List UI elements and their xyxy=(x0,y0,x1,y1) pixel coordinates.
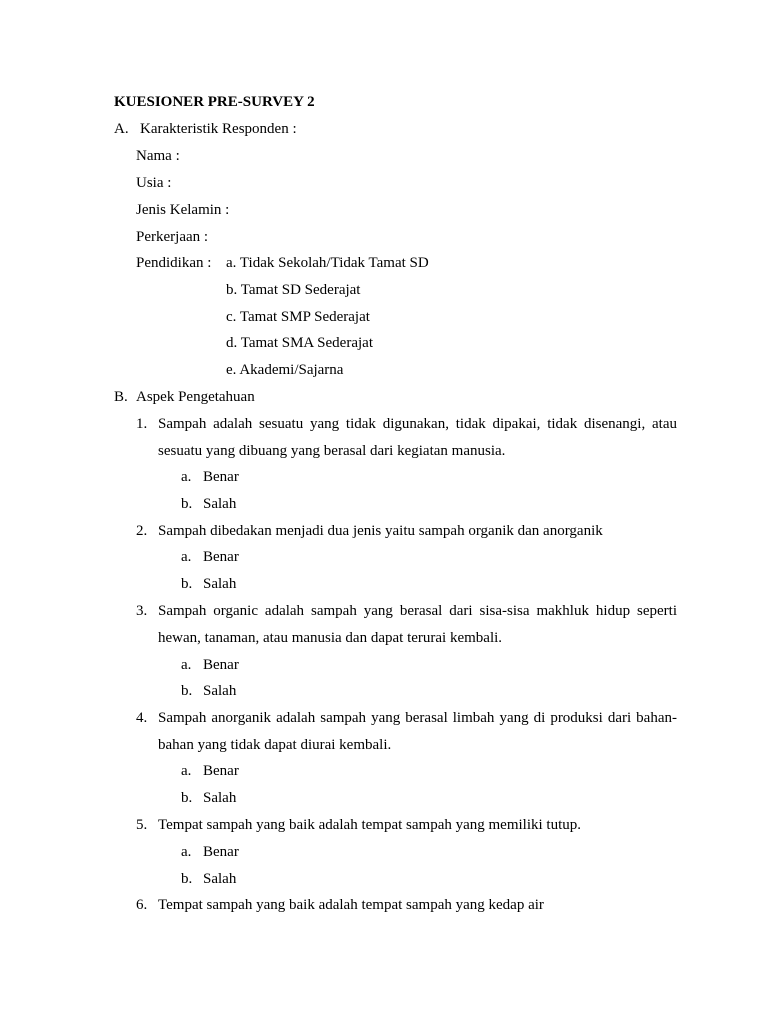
question-number: 5. xyxy=(136,817,148,833)
question-text: sesuatu yang dibuang yang berasal dari kegiatan manusia. xyxy=(158,443,506,459)
field-perkerjaan-label: Perkerjaan : xyxy=(136,229,209,245)
question-text: Sampah organic adalah sampah yang berasal dari sisa-sisa makhluk hidup seperti xyxy=(158,603,677,619)
field-usia-label: Usia : xyxy=(136,175,172,191)
answer-option-salah: Salah xyxy=(203,790,237,806)
document-title: KUESIONER PRE-SURVEY 2 xyxy=(114,94,315,110)
answer-option-marker: a. xyxy=(181,844,192,860)
answer-option-marker: a. xyxy=(181,657,192,673)
question-number: 2. xyxy=(136,523,148,539)
question-text: Tempat sampah yang baik adalah tempat sampah yang kedap air xyxy=(158,897,544,913)
pendidikan-option-d: d. Tamat SMA Sederajat xyxy=(226,335,373,351)
pendidikan-option-c: c. Tamat SMP Sederajat xyxy=(226,309,370,325)
pendidikan-option-a: a. Tidak Sekolah/Tidak Tamat SD xyxy=(226,255,429,271)
answer-option-marker: b. xyxy=(181,790,193,806)
answer-option-marker: a. xyxy=(181,549,192,565)
answer-option-salah: Salah xyxy=(203,871,237,887)
pendidikan-option-e: e. Akademi/Sajarna xyxy=(226,362,344,378)
answer-option-marker: b. xyxy=(181,683,193,699)
section-a-heading: Karakteristik Responden : xyxy=(140,121,297,137)
answer-option-benar: Benar xyxy=(203,469,239,485)
section-b-heading: Aspek Pengetahuan xyxy=(136,389,255,405)
question-text: Sampah adalah sesuatu yang tidak digunakan, tidak dipakai, tidak disenangi, atau xyxy=(158,416,677,432)
question-text: Sampah anorganik adalah sampah yang berasal limbah yang di produksi dari bahan- xyxy=(158,710,677,726)
question-number: 1. xyxy=(136,416,148,432)
field-nama-label: Nama : xyxy=(136,148,180,164)
section-b-marker: B. xyxy=(114,389,128,405)
question-text: Tempat sampah yang baik adalah tempat sampah yang memiliki tutup. xyxy=(158,817,582,833)
question-number: 3. xyxy=(136,603,148,619)
question-text: Sampah dibedakan menjadi dua jenis yaitu sampah organik dan anorganik xyxy=(158,523,603,539)
question-number: 4. xyxy=(136,710,148,726)
answer-option-marker: a. xyxy=(181,763,192,779)
answer-option-marker: b. xyxy=(181,496,193,512)
answer-option-salah: Salah xyxy=(203,576,237,592)
answer-option-salah: Salah xyxy=(203,496,237,512)
answer-option-marker: b. xyxy=(181,871,193,887)
answer-option-benar: Benar xyxy=(203,657,239,673)
answer-option-salah: Salah xyxy=(203,683,237,699)
pendidikan-option-b: b. Tamat SD Sederajat xyxy=(226,282,361,298)
answer-option-benar: Benar xyxy=(203,844,239,860)
field-pendidikan-label: Pendidikan : xyxy=(136,255,212,271)
question-text: bahan yang tidak dapat diurai kembali. xyxy=(158,737,392,753)
answer-option-benar: Benar xyxy=(203,763,239,779)
answer-option-benar: Benar xyxy=(203,549,239,565)
question-number: 6. xyxy=(136,897,148,913)
section-a-marker: A. xyxy=(114,121,129,137)
field-jenis-kelamin-label: Jenis Kelamin : xyxy=(136,202,230,218)
answer-option-marker: b. xyxy=(181,576,193,592)
answer-option-marker: a. xyxy=(181,469,192,485)
question-text: hewan, tanaman, atau manusia dan dapat terurai kembali. xyxy=(158,630,503,646)
